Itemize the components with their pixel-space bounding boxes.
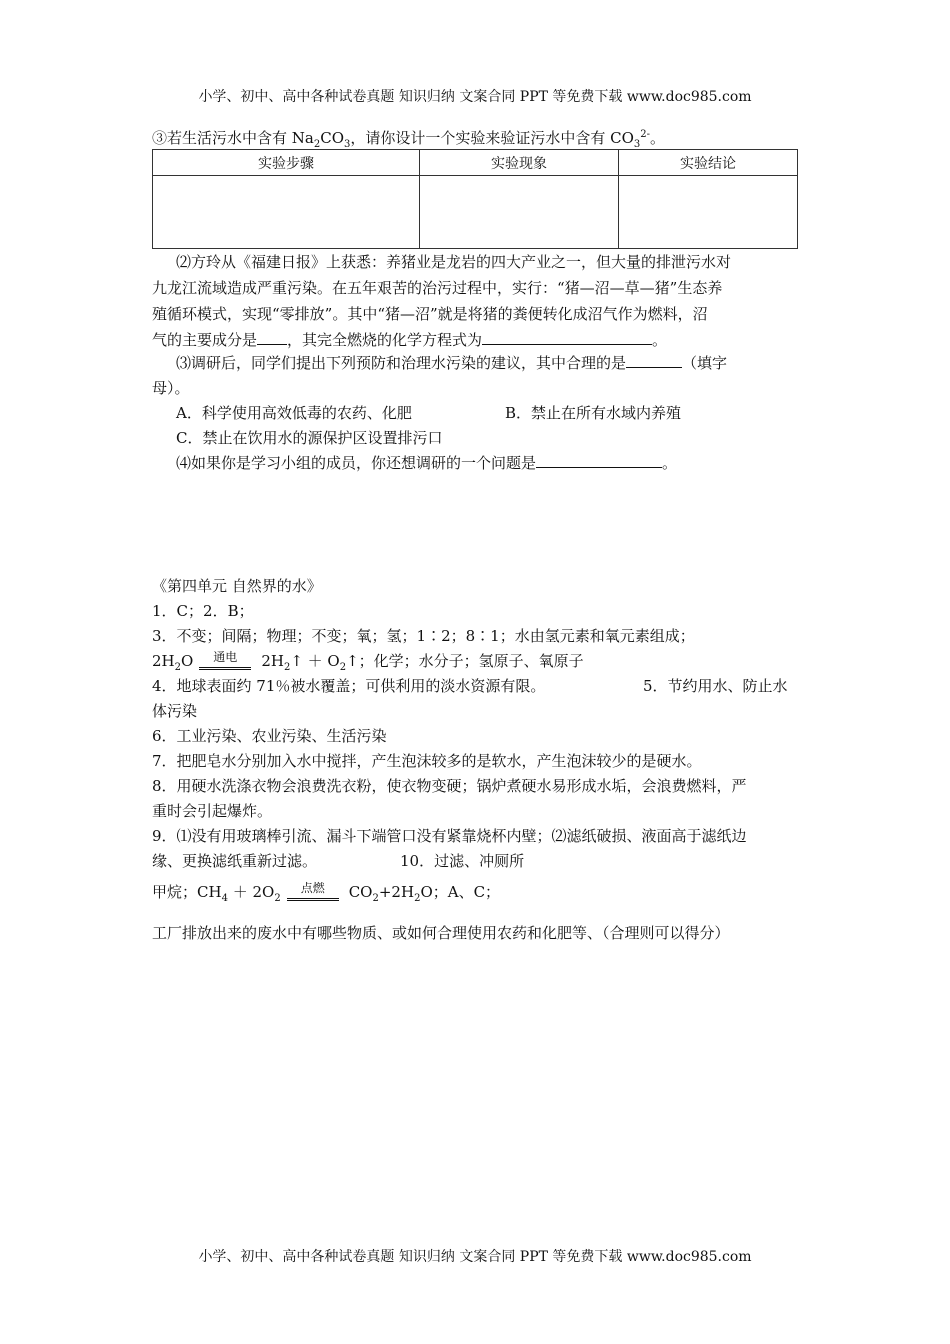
p2-line3: 殖循环模式，实现“零排放”。其中“猪—沼”就是将猪的粪便转化成沼气作为燃料，沼 (152, 305, 708, 323)
answer-3: 3．不变；间隔；物理；不变；氧；氢；1∶2；8∶1；水由氢元素和氧元素组成； (152, 627, 695, 645)
page-footer: 小学、初中、高中各种试卷真题 知识归纳 文案合同 PPT 等免费下载 www.doc985.com (198, 1249, 752, 1265)
answer-8-line2: 重时会引起爆炸。 (152, 802, 273, 820)
option-b: B．禁止在所有水域内养殖 (505, 404, 682, 422)
header-conclusion: 实验结论 (619, 150, 798, 176)
answer-7: 7．把肥皂水分别加入水中搅拌，产生泡沫较多的是软水，产生泡沫较少的是硬水。 (152, 752, 702, 770)
cell-phenomena[interactable] (420, 176, 619, 249)
experiment-table (152, 149, 798, 249)
answer-blank-choice[interactable] (626, 353, 682, 368)
answer-blank-equation[interactable] (482, 330, 652, 345)
p3-line2: 母）。 (152, 379, 190, 397)
option-a: A．科学使用高效低毒的农药、化肥 (176, 404, 412, 422)
p2-line4: 气的主要成分是 ，其完全燃烧的化学方程式为 。 (152, 331, 668, 349)
answer-4: 4．地球表面约 71％被水覆盖；可供利用的淡水资源有限。 (152, 677, 546, 695)
answer-5-cont: 体污染 (152, 702, 198, 720)
cell-steps[interactable] (153, 176, 420, 249)
header-steps: 实验步骤 (153, 150, 420, 176)
page-header: 小学、初中、高中各种试卷真题 知识归纳 文案合同 PPT 等免费下载 www.doc985.com (198, 89, 752, 105)
cell-conclusion[interactable] (619, 176, 798, 249)
ignition-condition: 点燃 (287, 883, 339, 903)
p2-line1: ⑵方玲从《福建日报》上获悉：养猪业是龙岩的四大产业之一，但大量的排泄污水对 (176, 253, 732, 271)
answer-1-2: 1．C；2．B； (152, 602, 254, 620)
p3-line1: ⑶调研后，同学们提出下列预防和治理水污染的建议，其中合理的是 （填字 (176, 354, 728, 372)
answer-9-line2: 缘、更换滤纸重新过滤。 (152, 852, 318, 870)
answer-5: 5．节约用水、防止水 (643, 677, 788, 695)
option-c: C．禁止在饮用水的源保护区设置排污口 (176, 429, 443, 447)
q3-prompt: ③若生活污水中含有 $Na_2CO_3$，请你设计一个实验来验证污水中含有 $CO_3^{2-}$。 (152, 129, 666, 150)
answer-3-equation: $2H_2O$ 通电 $2H_2↑$ ＋ $O_2↑$；化学；水分子；氢原子、氧原子 (152, 650, 584, 673)
methane-answer: 甲烷；$CH_4 + 2O_2$ 点燃 $CO_2+2H_2O$；A、C； (152, 881, 501, 904)
answer-6: 6．工业污染、农业污染、生活污染 (152, 727, 387, 745)
answers-title: 《第四单元 自然界的水》 (152, 577, 322, 595)
p4-line: ⑷如果你是学习小组的成员，你还想调研的一个问题是 。 (176, 454, 678, 472)
header-phenomena: 实验现象 (420, 150, 619, 176)
answer-8-line1: 8．用硬水洗涤衣物会浪费洗衣粉，使衣物变硬；锅炉煮硬水易形成水垢，会浪费燃料，严 (152, 777, 747, 795)
answer-blank-main-component[interactable] (257, 330, 287, 345)
research-answer: 工厂排放出来的废水中有哪些物质、或如何合理使用农药和化肥等、（合理则可以得分） (152, 924, 730, 942)
p2-line2: 九龙江流域造成严重污染。在五年艰苦的治污过程中，实行：“猪—沼—草—猪”生态养 (152, 279, 723, 297)
electrolysis-condition: 通电 (199, 652, 251, 672)
answer-9-line1: 9．⑴没有用玻璃棒引流、漏斗下端管口没有紧靠烧杯内壁；⑵滤纸破损、液面高于滤纸边 (152, 827, 747, 845)
answer-blank-research[interactable] (536, 453, 662, 468)
answer-10: 10．过滤、冲厕所 (400, 852, 525, 870)
